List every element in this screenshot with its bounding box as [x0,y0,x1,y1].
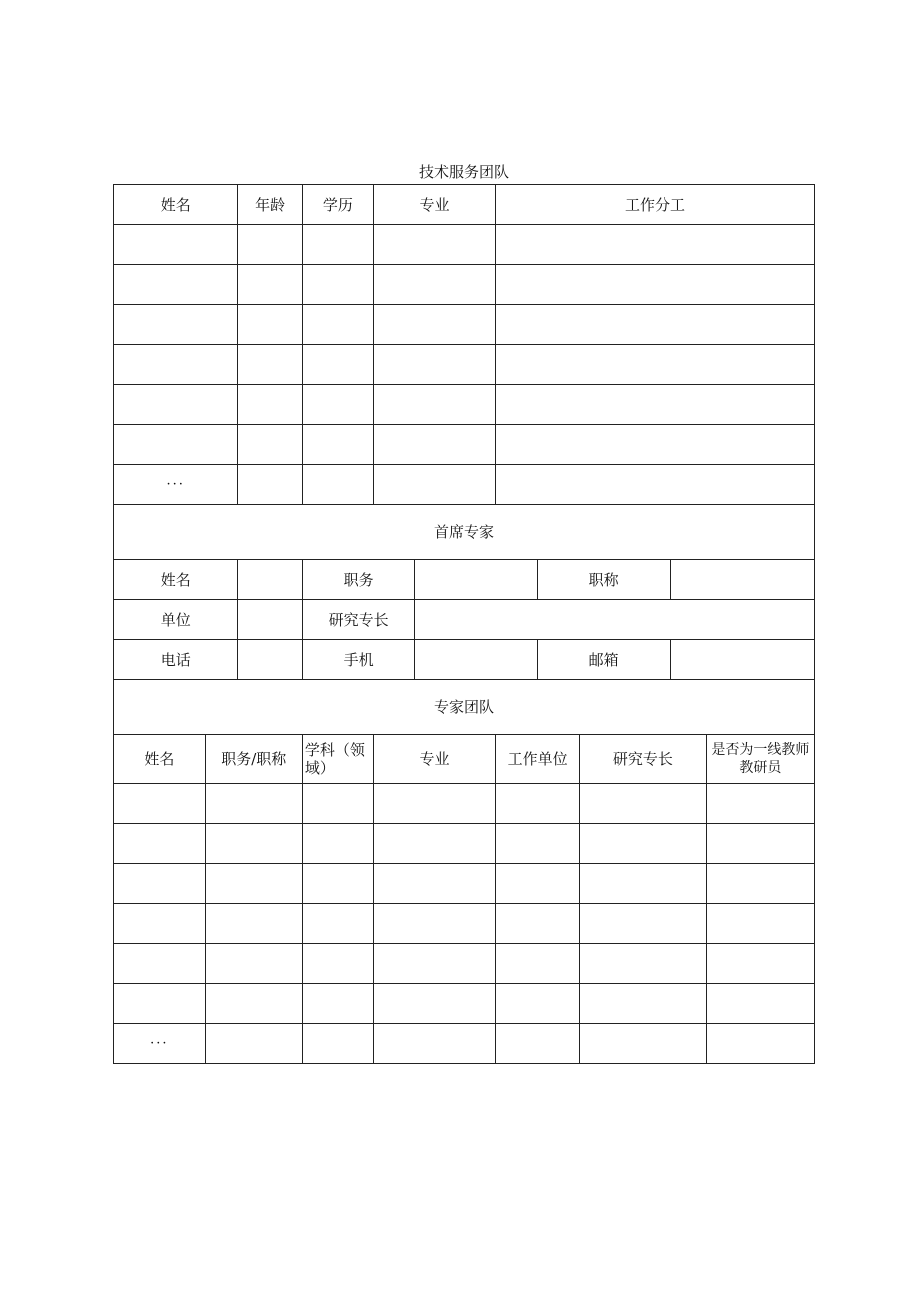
tech-cell-work-division[interactable] [496,265,815,305]
chief-email-value[interactable] [670,640,814,680]
expert-team-row [114,984,815,1024]
expert-cell-position-title[interactable] [205,944,302,984]
expert-header-specialty: 研究专长 [580,735,707,784]
tech-cell-major[interactable] [373,425,495,465]
chief-phone-label: 电话 [114,640,238,680]
expert-cell-specialty[interactable] [580,864,707,904]
chief-mobile-value[interactable] [415,640,537,680]
expert-cell-major[interactable] [373,1024,495,1064]
tech-header-education: 学历 [302,185,373,225]
expert-cell-major[interactable] [373,824,495,864]
expert-cell-frontline-teacher[interactable] [706,944,814,984]
tech-team-row [114,465,815,505]
tech-cell-ellipsis: ··· [114,465,238,505]
expert-cell-major[interactable] [373,864,495,904]
expert-cell-name[interactable] [114,944,206,984]
tech-cell-work-division[interactable] [496,385,815,425]
tech-team-row [114,345,815,385]
expert-cell-frontline-teacher[interactable] [706,864,814,904]
tech-header-name: 姓名 [114,185,238,225]
page-title: 技术服务团队 [418,163,509,181]
tech-cell-work-division[interactable] [496,225,815,265]
expert-cell-position-title[interactable] [205,784,302,824]
chief-expert-section-row [114,505,815,560]
expert-team-section-row [114,680,815,735]
expert-header-position-title: 职务/职称 [205,735,302,784]
expert-header-name: 姓名 [114,735,206,784]
tech-team-row [114,265,815,305]
expert-cell-specialty[interactable] [580,944,707,984]
tech-cell-major[interactable] [373,225,495,265]
expert-cell-discipline[interactable] [302,864,373,904]
expert-cell-discipline[interactable] [302,984,373,1024]
tech-cell-work-division[interactable] [496,345,815,385]
tech-header-age: 年龄 [238,185,302,225]
expert-cell-work-unit[interactable] [496,944,580,984]
expert-header-discipline: 学科（领域） [302,735,373,784]
tech-team-row [114,305,815,345]
chief-email-label: 邮箱 [537,640,670,680]
expert-cell-work-unit[interactable] [496,984,580,1024]
expert-cell-name[interactable] [114,864,206,904]
expert-cell-work-unit[interactable] [496,1024,580,1064]
tech-cell-age[interactable] [238,345,302,385]
chief-unit-label: 单位 [114,600,238,640]
expert-header-frontline-teacher: 是否为一线教师教研员 [706,735,814,784]
expert-cell-frontline-teacher[interactable] [706,784,814,824]
expert-cell-discipline[interactable] [302,784,373,824]
chief-mobile-label: 手机 [302,640,414,680]
tech-cell-name[interactable] [114,225,238,265]
expert-cell-work-unit[interactable] [496,784,580,824]
chief-title-value[interactable] [670,560,814,600]
tech-cell-age[interactable] [238,305,302,345]
expert-cell-major[interactable] [373,904,495,944]
expert-cell-frontline-teacher[interactable] [706,904,814,944]
tech-cell-work-division[interactable] [496,425,815,465]
tech-cell-age[interactable] [238,265,302,305]
tech-cell-age[interactable] [238,425,302,465]
tech-cell-work-division[interactable] [496,465,815,505]
tech-cell-education[interactable] [302,265,373,305]
tech-cell-education[interactable] [302,225,373,265]
expert-cell-position-title[interactable] [205,864,302,904]
expert-cell-specialty[interactable] [580,784,707,824]
team-form-table [113,184,815,1064]
expert-cell-frontline-teacher[interactable] [706,824,814,864]
expert-team-row [114,864,815,904]
expert-team-row [114,784,815,824]
chief-phone-value[interactable] [238,640,302,680]
tech-cell-education[interactable] [302,305,373,345]
expert-cell-discipline[interactable] [302,1024,373,1064]
expert-cell-major[interactable] [373,784,495,824]
expert-cell-name[interactable] [114,984,206,1024]
expert-cell-ellipsis: ··· [114,1024,206,1064]
tech-header-major: 专业 [373,185,495,225]
tech-team-row [114,225,815,265]
expert-cell-specialty[interactable] [580,984,707,1024]
expert-cell-specialty[interactable] [580,904,707,944]
expert-cell-work-unit[interactable] [496,824,580,864]
expert-cell-discipline[interactable] [302,904,373,944]
tech-cell-name[interactable] [114,265,238,305]
expert-cell-discipline[interactable] [302,824,373,864]
chief-specialty-label: 研究专长 [302,600,414,640]
expert-team-row [114,1024,815,1064]
tech-cell-work-division[interactable] [496,305,815,345]
tech-cell-major[interactable] [373,385,495,425]
chief-expert-section-title: 首席专家 [114,505,815,560]
tech-cell-education[interactable] [302,465,373,505]
expert-cell-position-title[interactable] [205,904,302,944]
expert-cell-name[interactable] [114,824,206,864]
expert-team-row [114,944,815,984]
chief-name-label: 姓名 [114,560,238,600]
expert-cell-work-unit[interactable] [496,904,580,944]
expert-header-work-unit: 工作单位 [496,735,580,784]
chief-expert-row-2 [114,600,815,640]
expert-cell-position-title[interactable] [205,824,302,864]
expert-team-section-title: 专家团队 [114,680,815,735]
chief-title-label: 职称 [537,560,670,600]
tech-cell-education[interactable] [302,385,373,425]
expert-cell-work-unit[interactable] [496,864,580,904]
tech-cell-age[interactable] [238,465,302,505]
chief-position-value[interactable] [415,560,537,600]
expert-cell-position-title[interactable] [205,1024,302,1064]
tech-team-row [114,385,815,425]
expert-cell-major[interactable] [373,984,495,1024]
expert-cell-name[interactable] [114,904,206,944]
chief-specialty-value[interactable] [415,600,815,640]
tech-cell-age[interactable] [238,385,302,425]
tech-cell-education[interactable] [302,425,373,465]
expert-cell-position-title[interactable] [205,984,302,1024]
tech-cell-name[interactable] [114,305,238,345]
expert-cell-frontline-teacher[interactable] [706,984,814,1024]
chief-name-value[interactable] [238,560,302,600]
expert-cell-frontline-teacher[interactable] [706,1024,814,1064]
expert-cell-specialty[interactable] [580,1024,707,1064]
tech-cell-name[interactable] [114,345,238,385]
tech-header-work-division: 工作分工 [496,185,815,225]
expert-cell-name[interactable] [114,784,206,824]
expert-team-row [114,824,815,864]
tech-cell-name[interactable] [114,385,238,425]
expert-team-row [114,904,815,944]
tech-cell-major[interactable] [373,305,495,345]
tech-cell-major[interactable] [373,265,495,305]
tech-team-header-row [114,185,815,225]
expert-header-major: 专业 [373,735,495,784]
chief-expert-row-3 [114,640,815,680]
chief-position-label: 职务 [302,560,414,600]
expert-cell-major[interactable] [373,944,495,984]
tech-team-row [114,425,815,465]
tech-cell-major[interactable] [373,345,495,385]
chief-unit-value[interactable] [238,600,302,640]
chief-expert-row-1 [114,560,815,600]
expert-cell-discipline[interactable] [302,944,373,984]
tech-cell-education[interactable] [302,345,373,385]
tech-cell-major[interactable] [373,465,495,505]
expert-cell-specialty[interactable] [580,824,707,864]
tech-cell-age[interactable] [238,225,302,265]
tech-cell-name[interactable] [114,425,238,465]
expert-team-header-row [114,735,815,784]
